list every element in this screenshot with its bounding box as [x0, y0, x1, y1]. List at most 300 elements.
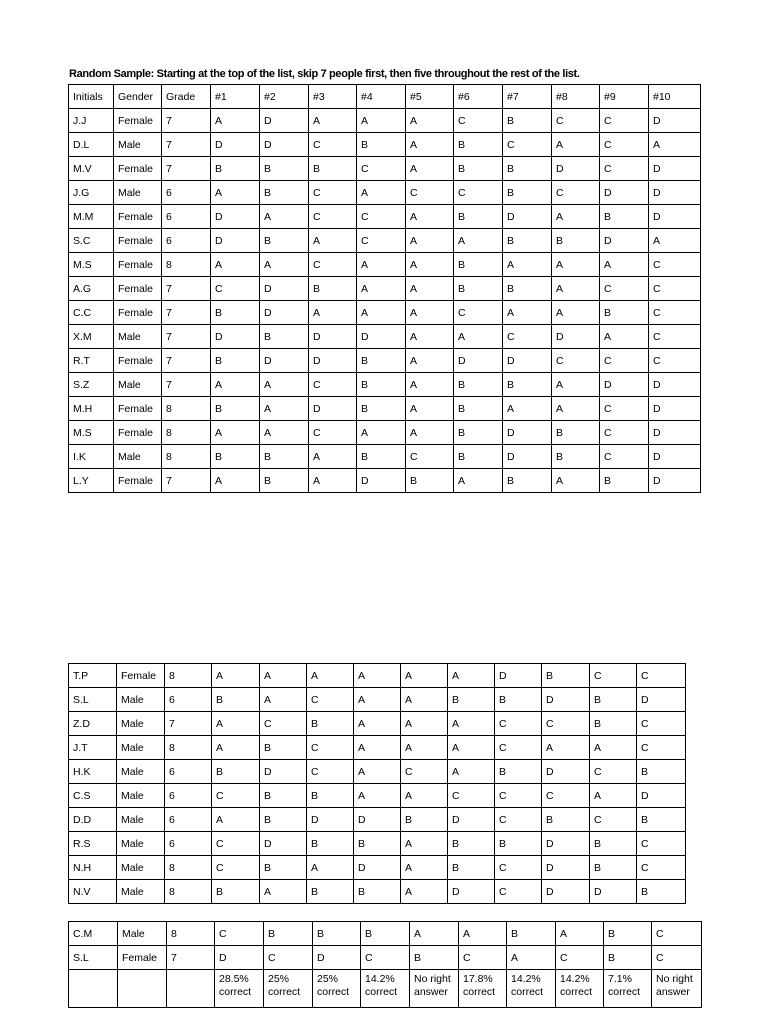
table-cell: A [454, 325, 503, 349]
table-cell: D [260, 349, 309, 373]
table-cell: B [600, 469, 649, 493]
table-cell: A [357, 301, 406, 325]
table-cell: B [604, 946, 652, 970]
table-cell: C.M [69, 922, 118, 946]
table-cell: B [448, 688, 495, 712]
table-row [69, 181, 701, 205]
table-cell: B [260, 808, 307, 832]
table-row [69, 469, 701, 493]
header-cell: Initials [69, 85, 114, 109]
table-cell: C [542, 712, 590, 736]
table-cell: A [406, 277, 454, 301]
table-cell: B [552, 445, 600, 469]
table-cell: D [260, 277, 309, 301]
table-cell: D [649, 445, 701, 469]
table-cell: C [361, 946, 410, 970]
table-row [69, 325, 701, 349]
table-cell: D [552, 157, 600, 181]
table-row [69, 664, 686, 688]
table-cell: B [211, 157, 260, 181]
table-cell: D [542, 856, 590, 880]
table-cell: C [454, 301, 503, 325]
table-cell: A [357, 181, 406, 205]
table-cell: A [401, 832, 448, 856]
table-cell: 6 [165, 688, 212, 712]
table-cell: D [649, 109, 701, 133]
table-cell: Male [117, 832, 165, 856]
table-cell: M.S [69, 253, 114, 277]
table-cell: 6 [165, 808, 212, 832]
table-cell: A [309, 301, 357, 325]
table-cell: A [212, 712, 260, 736]
table-row [69, 832, 686, 856]
table-cell: A [211, 253, 260, 277]
table-cell: Male [118, 922, 167, 946]
table-cell: J.T [69, 736, 117, 760]
table-cell: A [600, 253, 649, 277]
table-cell: C [406, 445, 454, 469]
sample-instructions: Random Sample: Starting at the top of the list, skip 7 people first, then five throughout the rest of the list. [69, 68, 580, 80]
responses-table-main [68, 84, 701, 493]
table-cell: C [503, 325, 552, 349]
table-cell: D [211, 325, 260, 349]
table-cell: C [406, 181, 454, 205]
table-cell: A [354, 736, 401, 760]
table-cell: B [410, 946, 459, 970]
table-cell: B [454, 397, 503, 421]
table-cell: D [260, 301, 309, 325]
table-cell: J.G [69, 181, 114, 205]
percent-correct-cell: 17.8% correct [459, 970, 507, 1008]
table-cell: D [600, 373, 649, 397]
table-cell: C [600, 133, 649, 157]
table-cell: A [260, 397, 309, 421]
table-cell: A [552, 277, 600, 301]
table-cell: B [503, 469, 552, 493]
table-row [69, 349, 701, 373]
table-cell: B [454, 205, 503, 229]
table-cell: B [260, 469, 309, 493]
table-cell: A [357, 421, 406, 445]
table-cell: B [307, 880, 354, 904]
table-cell: B [507, 922, 556, 946]
table-cell: 6 [165, 832, 212, 856]
table-cell: D [354, 808, 401, 832]
table-cell: D [313, 946, 361, 970]
table-cell: B [260, 856, 307, 880]
table-cell: B [260, 325, 309, 349]
percent-correct-cell: 14.2% correct [361, 970, 410, 1008]
table-cell: C [307, 760, 354, 784]
table-cell: A [401, 664, 448, 688]
table-cell: A [354, 760, 401, 784]
table-cell: B [313, 922, 361, 946]
table-cell: D [503, 421, 552, 445]
table-cell: A [401, 784, 448, 808]
table-cell: M.V [69, 157, 114, 181]
table-cell: C [357, 157, 406, 181]
table-cell: A [406, 157, 454, 181]
table-cell: A [357, 277, 406, 301]
table-cell: A [211, 421, 260, 445]
table-cell: D [542, 760, 590, 784]
table-cell: C [600, 109, 649, 133]
table-cell: 8 [162, 253, 211, 277]
table-cell: B [454, 253, 503, 277]
table-cell: C [649, 253, 701, 277]
table-cell: 7 [162, 277, 211, 301]
table-cell: C [590, 664, 637, 688]
table-cell: 7 [162, 325, 211, 349]
table-cell: B [264, 922, 313, 946]
table-cell: 7 [162, 373, 211, 397]
table-cell: D [309, 325, 357, 349]
table-cell: B [454, 445, 503, 469]
table-cell: C [600, 397, 649, 421]
table-cell: 7 [162, 109, 211, 133]
table-cell: Male [117, 688, 165, 712]
table-cell: Female [117, 664, 165, 688]
table-cell: A [211, 181, 260, 205]
table-cell: C [215, 922, 264, 946]
table-cell: C.C [69, 301, 114, 325]
table-row [69, 157, 701, 181]
table-cell: A [401, 736, 448, 760]
table-cell: Female [114, 109, 162, 133]
table-row [69, 808, 686, 832]
table-cell: A [260, 421, 309, 445]
table-row [69, 301, 701, 325]
table-cell: B [542, 808, 590, 832]
table-cell: A [212, 736, 260, 760]
table-cell: D [260, 760, 307, 784]
table-cell: D [260, 133, 309, 157]
header-cell: #10 [649, 85, 701, 109]
table-cell: 8 [165, 880, 212, 904]
table-cell: Male [114, 181, 162, 205]
table-row [69, 373, 701, 397]
table-cell: C [600, 349, 649, 373]
table-cell: A [649, 133, 701, 157]
percent-correct-cell: 25% correct [313, 970, 361, 1008]
table-row [69, 109, 701, 133]
table-cell: C [357, 205, 406, 229]
table-cell: A [260, 205, 309, 229]
table-cell: A [503, 301, 552, 325]
table-cell: T.P [69, 664, 117, 688]
table-cell: Male [117, 736, 165, 760]
table-cell: D [357, 325, 406, 349]
table-cell: A [401, 880, 448, 904]
table-cell: 7 [162, 469, 211, 493]
table-cell: A [309, 109, 357, 133]
table-cell: B [357, 133, 406, 157]
table-cell: J.J [69, 109, 114, 133]
table-cell: D [215, 946, 264, 970]
table-cell: D [260, 832, 307, 856]
table-cell: S.Z [69, 373, 114, 397]
table-cell: D [448, 880, 495, 904]
table-cell: B [260, 181, 309, 205]
table-cell: B [401, 808, 448, 832]
table-cell: C [495, 880, 542, 904]
table-cell: B [552, 421, 600, 445]
table-cell: D [600, 181, 649, 205]
table-cell: N.V [69, 880, 117, 904]
table-row [69, 712, 686, 736]
table-cell: A [406, 325, 454, 349]
table-cell: B [448, 856, 495, 880]
header-cell: #2 [260, 85, 309, 109]
table-cell: B [211, 397, 260, 421]
table-cell: B [604, 922, 652, 946]
responses-table-continued [68, 663, 686, 904]
table-cell: A [552, 373, 600, 397]
table-cell: 8 [165, 736, 212, 760]
table-cell: C [212, 832, 260, 856]
table-cell: C [309, 181, 357, 205]
table-cell: A [552, 301, 600, 325]
table-row [69, 205, 701, 229]
table-cell: D [495, 664, 542, 688]
table-cell: H.K [69, 760, 117, 784]
percent-correct-cell: No right answer [410, 970, 459, 1008]
table-cell: A [307, 664, 354, 688]
table-cell: 6 [162, 229, 211, 253]
table-cell: Female [114, 277, 162, 301]
table-cell: A [406, 421, 454, 445]
table-cell: M.S [69, 421, 114, 445]
table-cell: C [503, 133, 552, 157]
table-cell: C [637, 832, 686, 856]
header-cell: #4 [357, 85, 406, 109]
table-cell: S.L [69, 688, 117, 712]
table-cell: B [495, 760, 542, 784]
table-cell: A [260, 880, 307, 904]
percent-correct-cell [167, 970, 215, 1008]
table-cell: B [503, 277, 552, 301]
table-cell: A [552, 253, 600, 277]
table-cell: B [260, 445, 309, 469]
table-cell: D [211, 205, 260, 229]
table-cell: Female [114, 157, 162, 181]
table-cell: Male [114, 133, 162, 157]
table-cell: C [309, 421, 357, 445]
table-cell: A [459, 922, 507, 946]
header-cell: #5 [406, 85, 454, 109]
table-cell: A [309, 229, 357, 253]
table-cell: D [600, 229, 649, 253]
table-cell: D [454, 349, 503, 373]
table-cell: D [649, 469, 701, 493]
table-cell: A [211, 469, 260, 493]
table-cell: C [637, 712, 686, 736]
table-cell: D [503, 349, 552, 373]
table-cell: A [552, 133, 600, 157]
percent-correct-cell: 7.1% correct [604, 970, 652, 1008]
table-cell: A [507, 946, 556, 970]
table-cell: C [448, 784, 495, 808]
table-cell: 7 [162, 133, 211, 157]
table-cell: A [357, 253, 406, 277]
table-cell: D [649, 205, 701, 229]
table-cell: D [590, 880, 637, 904]
table-cell: 7 [167, 946, 215, 970]
table-cell: A [357, 109, 406, 133]
table-cell: C [495, 808, 542, 832]
table-cell: A [260, 253, 309, 277]
table-cell: 8 [165, 856, 212, 880]
table-cell: D [307, 808, 354, 832]
table-cell: 7 [162, 349, 211, 373]
table-cell: 6 [162, 181, 211, 205]
table-cell: M.M [69, 205, 114, 229]
table-cell: C [357, 229, 406, 253]
table-cell: B [307, 784, 354, 808]
table-cell: C [600, 421, 649, 445]
table-cell: A [309, 445, 357, 469]
table-row [69, 760, 686, 784]
table-cell: A [454, 229, 503, 253]
table-cell: B [454, 373, 503, 397]
table-cell: D [357, 469, 406, 493]
table-cell: R.S [69, 832, 117, 856]
table-cell: D [649, 421, 701, 445]
table-cell: A [211, 373, 260, 397]
header-row [69, 85, 701, 109]
table-cell: 6 [165, 784, 212, 808]
table-cell: C [260, 712, 307, 736]
table-cell: M.H [69, 397, 114, 421]
table-cell: C [212, 784, 260, 808]
table-row [69, 946, 702, 970]
table-cell: D.D [69, 808, 117, 832]
table-row [69, 397, 701, 421]
table-cell: A [556, 922, 604, 946]
percent-correct-cell: 28.5% correct [215, 970, 264, 1008]
table-cell: C [600, 445, 649, 469]
table-cell: A [649, 229, 701, 253]
table-cell: R.T [69, 349, 114, 373]
percent-correct-cell: 14.2% correct [507, 970, 556, 1008]
responses-table-final [68, 921, 702, 1008]
table-cell: B [361, 922, 410, 946]
table-cell: B [357, 373, 406, 397]
table-cell: B [454, 133, 503, 157]
table-cell: C [211, 277, 260, 301]
table-cell: C [600, 277, 649, 301]
table-cell: Female [114, 421, 162, 445]
table-cell: A [212, 664, 260, 688]
table-cell: D.L [69, 133, 114, 157]
table-cell: B [354, 832, 401, 856]
table-cell: B [503, 229, 552, 253]
table-cell: C [454, 109, 503, 133]
table-cell: A [260, 664, 307, 688]
table-cell: D [649, 373, 701, 397]
table-cell: Female [114, 397, 162, 421]
table-cell: A [454, 469, 503, 493]
table-cell: C [590, 760, 637, 784]
table-cell: B [211, 301, 260, 325]
table-cell: C [649, 349, 701, 373]
table-cell: A [307, 856, 354, 880]
table-cell: A [406, 397, 454, 421]
table-cell: B [600, 205, 649, 229]
table-cell: C [637, 856, 686, 880]
table-cell: A [600, 325, 649, 349]
table-cell: C [552, 181, 600, 205]
table-cell: A [406, 205, 454, 229]
header-cell: #9 [600, 85, 649, 109]
table-cell: X.M [69, 325, 114, 349]
table-cell: B [454, 277, 503, 301]
table-cell: C [590, 808, 637, 832]
table-cell: B [260, 157, 309, 181]
table-cell: C [309, 253, 357, 277]
table-cell: A [542, 736, 590, 760]
table-cell: A [354, 688, 401, 712]
percent-correct-cell: 25% correct [264, 970, 313, 1008]
header-cell: #6 [454, 85, 503, 109]
table-cell: B [590, 856, 637, 880]
header-cell: #7 [503, 85, 552, 109]
table-row [69, 856, 686, 880]
header-cell: #1 [211, 85, 260, 109]
table-cell: C [542, 784, 590, 808]
table-cell: A [552, 469, 600, 493]
table-cell: C [649, 301, 701, 325]
table-cell: A [503, 253, 552, 277]
table-cell: Female [118, 946, 167, 970]
table-cell: B [357, 349, 406, 373]
table-cell: 8 [162, 445, 211, 469]
table-cell: B [503, 181, 552, 205]
table-cell: Z.D [69, 712, 117, 736]
table-cell: B [495, 688, 542, 712]
table-cell: C [401, 760, 448, 784]
table-cell: 8 [165, 664, 212, 688]
table-cell: A [401, 712, 448, 736]
table-cell: A [410, 922, 459, 946]
table-cell: A [406, 109, 454, 133]
table-cell: B [212, 880, 260, 904]
table-cell: B [260, 736, 307, 760]
table-cell: D [649, 181, 701, 205]
table-cell: D [309, 397, 357, 421]
table-cell: B [590, 832, 637, 856]
table-cell: Male [117, 880, 165, 904]
table-cell: D [260, 109, 309, 133]
table-cell: D [503, 445, 552, 469]
table-cell: D [637, 688, 686, 712]
table-cell: C [309, 373, 357, 397]
table-cell: B [406, 469, 454, 493]
table-row [69, 133, 701, 157]
table-cell: B [212, 760, 260, 784]
table-cell: Male [117, 760, 165, 784]
table-cell: B [590, 688, 637, 712]
table-row [69, 736, 686, 760]
table-cell: Female [114, 205, 162, 229]
percent-correct-cell [69, 970, 118, 1008]
table-cell: B [309, 157, 357, 181]
table-cell: Male [117, 808, 165, 832]
table-cell: C [600, 157, 649, 181]
table-cell: A [260, 688, 307, 712]
table-cell: A [406, 349, 454, 373]
table-cell: A [448, 736, 495, 760]
